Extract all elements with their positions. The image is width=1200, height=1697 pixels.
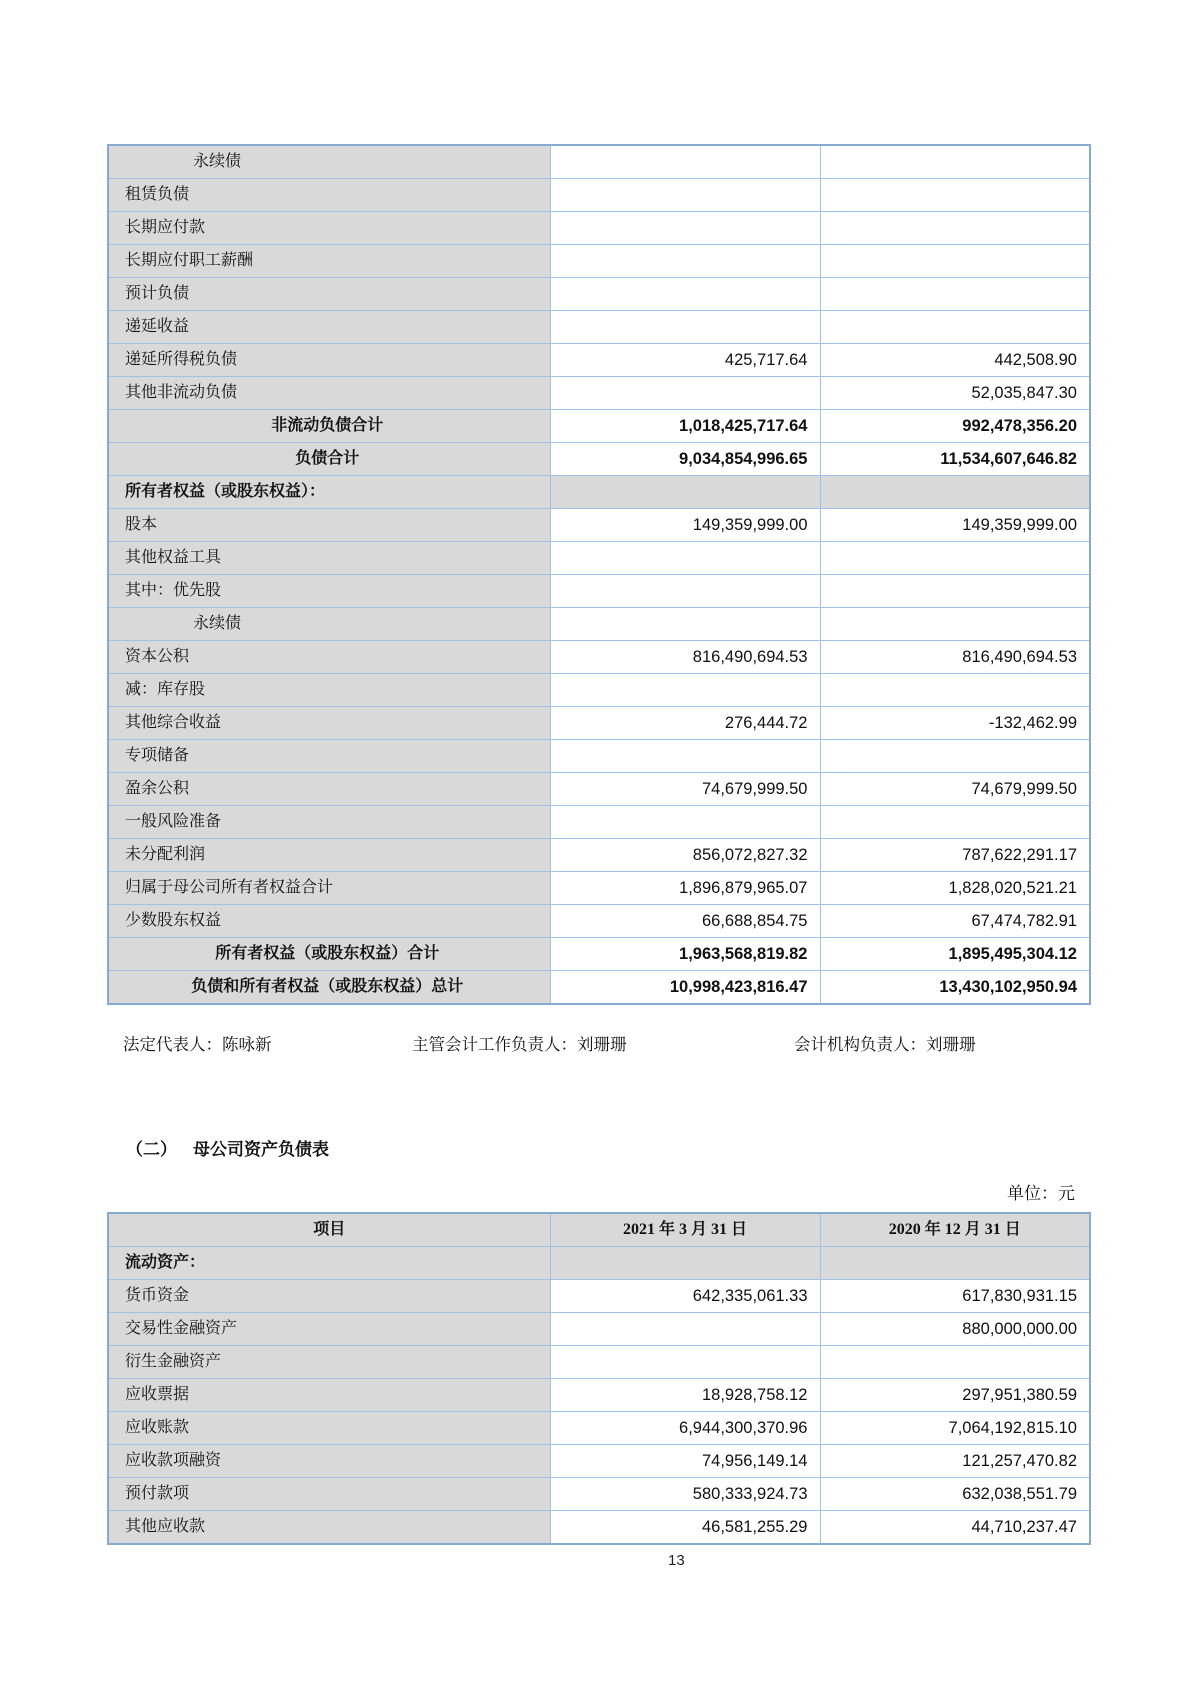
value-cell-2021 (550, 542, 820, 575)
value-cell-2020 (820, 806, 1090, 839)
parent-company-balance-sheet-table (107, 1212, 1091, 1545)
table-row (108, 773, 1090, 806)
value-cell-2020 (820, 575, 1090, 608)
table-row (108, 509, 1090, 542)
table-row (108, 410, 1090, 443)
value-cell-2021 (550, 740, 820, 773)
unit-label: 单位：元 (1007, 1184, 1075, 1203)
table-row (108, 344, 1090, 377)
table-row (108, 839, 1090, 872)
table2-body (108, 1247, 1090, 1545)
table-row (108, 905, 1090, 938)
table-row (108, 608, 1090, 641)
value-cell-2020 (820, 1247, 1090, 1280)
value-cell-2020: 1,895,495,304.12 (820, 938, 1090, 971)
value-cell-2020 (820, 542, 1090, 575)
table-row (108, 971, 1090, 1005)
row-label: 应收票据 (108, 1379, 550, 1412)
value-cell-2020: 11,534,607,646.82 (820, 443, 1090, 476)
value-cell-2020: 617,830,931.15 (820, 1280, 1090, 1313)
value-cell-2021 (550, 377, 820, 410)
table-row (108, 938, 1090, 971)
row-label: 专项储备 (108, 740, 550, 773)
row-label: 一般风险准备 (108, 806, 550, 839)
table-row (108, 1346, 1090, 1379)
value-cell-2021 (550, 575, 820, 608)
value-cell-2021 (550, 1346, 820, 1379)
row-label: 盈余公积 (108, 773, 550, 806)
value-cell-2020: 880,000,000.00 (820, 1313, 1090, 1346)
table-row (108, 872, 1090, 905)
value-cell-2020: 816,490,694.53 (820, 641, 1090, 674)
accounting-org-head-label: 会计机构负责人：刘珊珊 (794, 1035, 976, 1054)
row-label: 货币资金 (108, 1280, 550, 1313)
value-cell-2021: 642,335,061.33 (550, 1280, 820, 1313)
table1-body (108, 145, 1090, 1004)
table-row (108, 377, 1090, 410)
row-label: 预付款项 (108, 1478, 550, 1511)
value-cell-2021 (550, 278, 820, 311)
table-row (108, 1412, 1090, 1445)
value-cell-2021: 580,333,924.73 (550, 1478, 820, 1511)
table-row (108, 707, 1090, 740)
value-cell-2020 (820, 245, 1090, 278)
row-label: 归属于母公司所有者权益合计 (108, 872, 550, 905)
value-cell-2021 (550, 608, 820, 641)
table-row (108, 278, 1090, 311)
value-cell-2021: 149,359,999.00 (550, 509, 820, 542)
value-cell-2020 (820, 608, 1090, 641)
value-cell-2021: 74,679,999.50 (550, 773, 820, 806)
table-row (108, 212, 1090, 245)
value-cell-2020: 442,508.90 (820, 344, 1090, 377)
column-header-2021-03-31: 2021 年 3 月 31 日 (550, 1213, 820, 1247)
value-cell-2020 (820, 179, 1090, 212)
row-label: 租赁负债 (108, 179, 550, 212)
table-row (108, 1511, 1090, 1545)
row-label: 衍生金融资产 (108, 1346, 550, 1379)
value-cell-2021 (550, 806, 820, 839)
value-cell-2021: 18,928,758.12 (550, 1379, 820, 1412)
value-cell-2021 (550, 674, 820, 707)
value-cell-2020 (820, 674, 1090, 707)
value-cell-2021: 1,018,425,717.64 (550, 410, 820, 443)
value-cell-2020: 297,951,380.59 (820, 1379, 1090, 1412)
legal-representative-label: 法定代表人：陈咏新 (123, 1035, 272, 1054)
section-index: （二） (126, 1140, 177, 1159)
consolidated-balance-sheet-continued-table (107, 144, 1091, 1005)
row-label: 长期应付款 (108, 212, 550, 245)
value-cell-2020: 44,710,237.47 (820, 1511, 1090, 1545)
table-header-row (108, 1213, 1090, 1247)
value-cell-2020: 149,359,999.00 (820, 509, 1090, 542)
value-cell-2021 (550, 145, 820, 179)
value-cell-2021: 74,956,149.14 (550, 1445, 820, 1478)
value-cell-2021 (550, 245, 820, 278)
value-cell-2021: 66,688,854.75 (550, 905, 820, 938)
row-label: 永续债 (108, 145, 550, 179)
row-label: 负债合计 (108, 443, 550, 476)
row-label: 递延所得税负债 (108, 344, 550, 377)
table-row (108, 476, 1090, 509)
value-cell-2020 (820, 311, 1090, 344)
value-cell-2021 (550, 476, 820, 509)
value-cell-2020 (820, 1346, 1090, 1379)
row-label: 少数股东权益 (108, 905, 550, 938)
row-label: 非流动负债合计 (108, 410, 550, 443)
value-cell-2021: 6,944,300,370.96 (550, 1412, 820, 1445)
value-cell-2020: 1,828,020,521.21 (820, 872, 1090, 905)
row-label: 永续债 (108, 608, 550, 641)
row-label: 资本公积 (108, 641, 550, 674)
table-row (108, 641, 1090, 674)
table-row (108, 311, 1090, 344)
table-row (108, 1313, 1090, 1346)
row-label: 预计负债 (108, 278, 550, 311)
row-label: 其他权益工具 (108, 542, 550, 575)
table-row (108, 1280, 1090, 1313)
table-row (108, 145, 1090, 179)
value-cell-2021 (550, 311, 820, 344)
table-row (108, 575, 1090, 608)
table-row (108, 740, 1090, 773)
value-cell-2020: 52,035,847.30 (820, 377, 1090, 410)
value-cell-2020: 992,478,356.20 (820, 410, 1090, 443)
value-cell-2021: 46,581,255.29 (550, 1511, 820, 1545)
row-label: 负债和所有者权益（或股东权益）总计 (108, 971, 550, 1005)
value-cell-2021: 1,963,568,819.82 (550, 938, 820, 971)
value-cell-2020: 7,064,192,815.10 (820, 1412, 1090, 1445)
column-header-2020-12-31: 2020 年 12 月 31 日 (820, 1213, 1090, 1247)
value-cell-2021: 10,998,423,816.47 (550, 971, 820, 1005)
row-label: 未分配利润 (108, 839, 550, 872)
value-cell-2020 (820, 278, 1090, 311)
table-row (108, 443, 1090, 476)
value-cell-2020: 67,474,782.91 (820, 905, 1090, 938)
table-row (108, 245, 1090, 278)
signature-line (123, 1031, 1083, 1053)
table-row (108, 674, 1090, 707)
value-cell-2021: 816,490,694.53 (550, 641, 820, 674)
value-cell-2020: 632,038,551.79 (820, 1478, 1090, 1511)
value-cell-2020 (820, 476, 1090, 509)
value-cell-2020 (820, 740, 1090, 773)
value-cell-2020: 74,679,999.50 (820, 773, 1090, 806)
value-cell-2021 (550, 212, 820, 245)
row-label: 其中：优先股 (108, 575, 550, 608)
value-cell-2020: 787,622,291.17 (820, 839, 1090, 872)
row-label: 交易性金融资产 (108, 1313, 550, 1346)
section-heading (126, 1135, 329, 1160)
table-row (108, 806, 1090, 839)
row-label: 所有者权益（或股东权益）合计 (108, 938, 550, 971)
table-row (108, 1247, 1090, 1280)
value-cell-2021: 9,034,854,996.65 (550, 443, 820, 476)
row-label: 其他非流动负债 (108, 377, 550, 410)
value-cell-2021: 425,717.64 (550, 344, 820, 377)
row-label: 其他综合收益 (108, 707, 550, 740)
table-row (108, 179, 1090, 212)
section-title: 母公司资产负债表 (193, 1140, 329, 1159)
value-cell-2021 (550, 179, 820, 212)
row-label: 流动资产： (108, 1247, 550, 1280)
column-header-item: 项目 (108, 1213, 550, 1247)
value-cell-2020 (820, 145, 1090, 179)
value-cell-2021: 276,444.72 (550, 707, 820, 740)
row-label: 应收款项融资 (108, 1445, 550, 1478)
value-cell-2020: 13,430,102,950.94 (820, 971, 1090, 1005)
value-cell-2021: 1,896,879,965.07 (550, 872, 820, 905)
value-cell-2021: 856,072,827.32 (550, 839, 820, 872)
accounting-supervisor-label: 主管会计工作负责人：刘珊珊 (412, 1035, 627, 1054)
row-label: 股本 (108, 509, 550, 542)
table-row (108, 1478, 1090, 1511)
row-label: 递延收益 (108, 311, 550, 344)
value-cell-2021 (550, 1247, 820, 1280)
row-label: 其他应收款 (108, 1511, 550, 1545)
value-cell-2021 (550, 1313, 820, 1346)
row-label: 应收账款 (108, 1412, 550, 1445)
row-label: 所有者权益（或股东权益）： (108, 476, 550, 509)
row-label: 长期应付职工薪酬 (108, 245, 550, 278)
value-cell-2020: -132,462.99 (820, 707, 1090, 740)
row-label: 减：库存股 (108, 674, 550, 707)
value-cell-2020 (820, 212, 1090, 245)
value-cell-2020: 121,257,470.82 (820, 1445, 1090, 1478)
table-row (108, 542, 1090, 575)
table-row (108, 1445, 1090, 1478)
table-row (108, 1379, 1090, 1412)
page-number: 13 (668, 1552, 685, 1569)
